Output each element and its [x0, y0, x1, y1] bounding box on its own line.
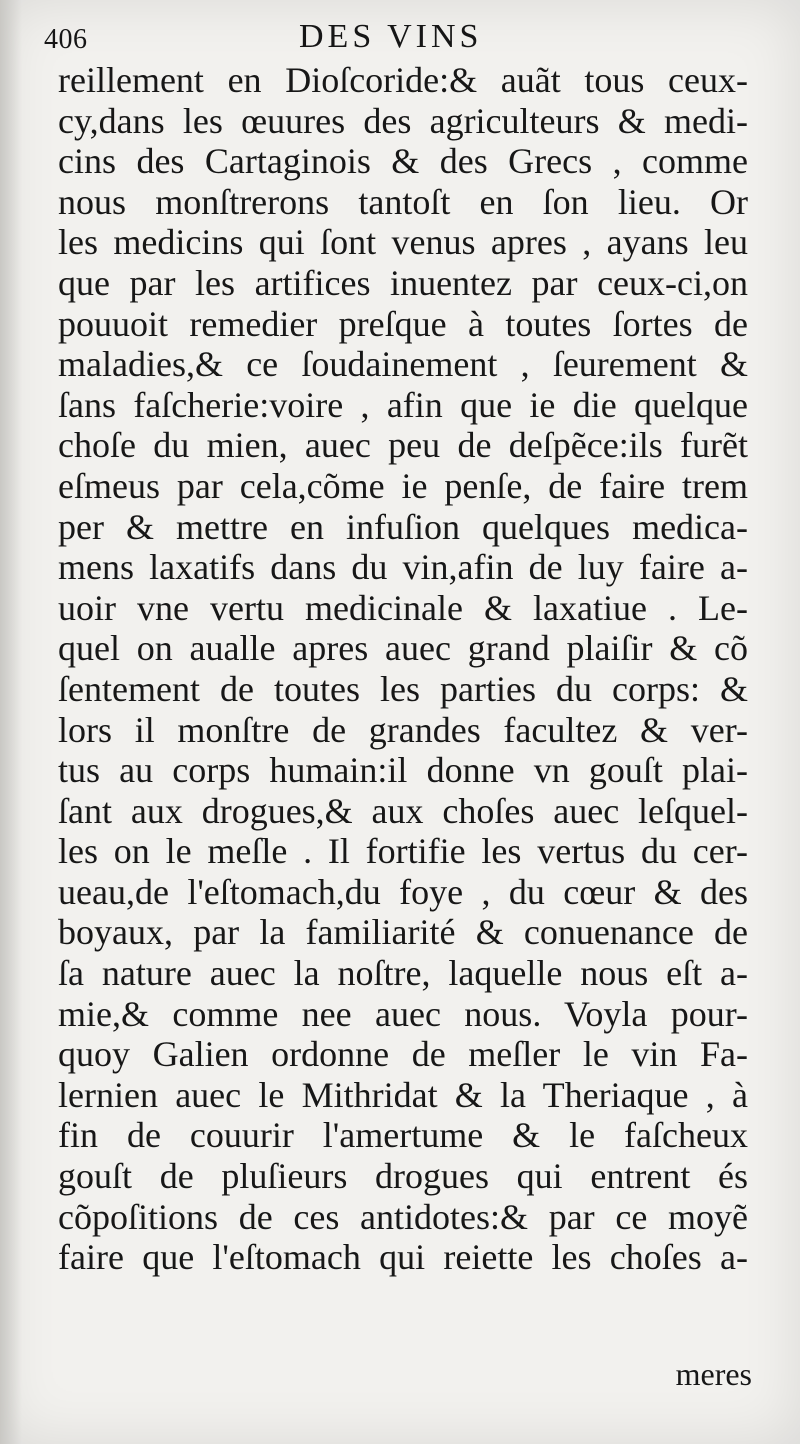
- text-line: pouuoit remedier preſque à toutes ſortes de: [58, 303, 748, 344]
- text-line: faire que l'eſtomach qui reiette les choſes a-: [58, 1237, 748, 1278]
- text-line: eſmeus par cela,cõme ie penſe, de faire trem: [58, 465, 748, 506]
- page-number: 406: [44, 24, 88, 55]
- text-line: nous monſtrerons tantoſt en ſon lieu. Or: [58, 181, 748, 222]
- text-line: les medicins qui ſont venus apres , ayans leu: [58, 222, 748, 263]
- page-gutter-shadow: [0, 0, 22, 1444]
- text-line: que par les artifices inuentez par ceux-ci,on: [58, 262, 748, 303]
- running-head: DES VINS: [299, 18, 483, 55]
- text-line: cy,dans les œuures des agriculteurs & medi-: [58, 100, 748, 141]
- text-line: lors il monſtre de grandes facultez & ver-: [58, 709, 748, 750]
- text-line: gouſt de pluſieurs drogues qui entrent és: [58, 1156, 748, 1197]
- page-header: [44, 18, 764, 58]
- text-line: les on le meſle . Il fortifie les vertus du cer-: [58, 831, 748, 872]
- text-line: ſans faſcherie:voire , afin que ie die quelque: [58, 384, 748, 425]
- text-line: uoir vne vertu medicinale & laxatiue . Le-: [58, 587, 748, 628]
- text-line: maladies,& ce ſoudainement , ſeurement &: [58, 344, 748, 385]
- text-line: ſant aux drogues,& aux choſes auec leſquel-: [58, 790, 748, 831]
- text-line: ſa nature auec la noſtre, laquelle nous eſt a-: [58, 953, 748, 994]
- text-line: per & mettre en infuſion quelques medica-: [58, 506, 748, 547]
- catchword: meres: [675, 1356, 752, 1392]
- text-line: choſe du mien, auec peu de deſpẽce:ils furẽt: [58, 425, 748, 466]
- body-text: [58, 60, 748, 1278]
- text-line: boyaux, par la familiarité & conuenance de: [58, 912, 748, 953]
- text-line: fin de couurir l'amertume & le faſcheux: [58, 1115, 748, 1156]
- text-line: reillement en Dioſcoride:& auãt tous ceux-: [58, 60, 748, 100]
- text-line: mens laxatifs dans du vin,afin de luy faire a-: [58, 547, 748, 588]
- text-line: mie,& comme nee auec nous. Voyla pour-: [58, 993, 748, 1034]
- text-line: quel on aualle apres auec grand plaiſir & cõ: [58, 628, 748, 669]
- text-line: ueau,de l'eſtomach,du foye , du cœur & des: [58, 871, 748, 912]
- text-line: quoy Galien ordonne de meſler le vin Fa-: [58, 1034, 748, 1075]
- text-line: ſentement de toutes les parties du corps: &: [58, 668, 748, 709]
- text-line: cõpoſitions de ces antidotes:& par ce moyẽ: [58, 1196, 748, 1237]
- text-line: lernien auec le Mithridat & la Theriaque , à: [58, 1074, 748, 1115]
- text-line: cins des Cartaginois & des Grecs , comme: [58, 141, 748, 182]
- text-line: tus au corps humain:il donne vn gouſt plai-: [58, 750, 748, 791]
